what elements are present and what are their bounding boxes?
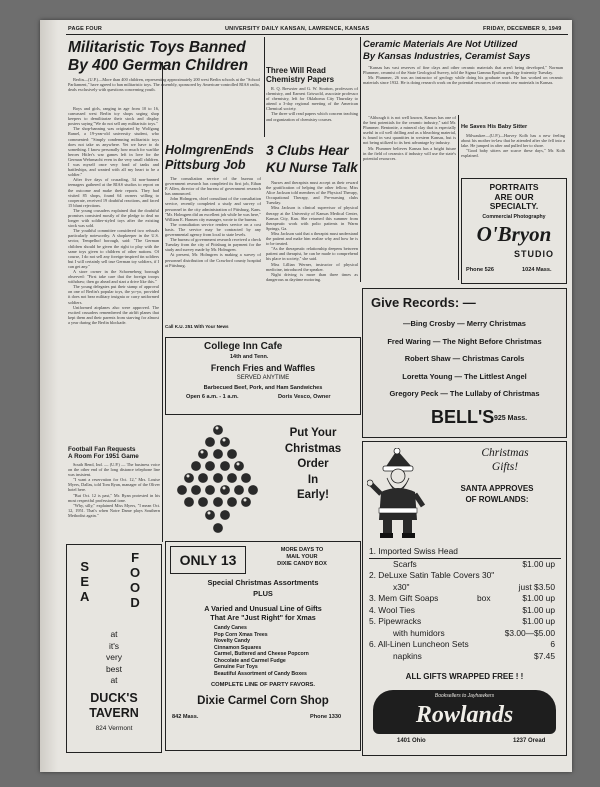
gift-row	[369, 582, 561, 594]
college-inn-line-1: French Fries and Waffles	[210, 363, 316, 373]
rowlands-heading-2: Gifts!	[491, 461, 519, 473]
candy-item: Pop Corn Xmas Trees	[214, 631, 268, 638]
football-paragraph: "I want a reservation for Oct. 12," Mrs. Louise Myers, Dallas, told Tom Ryan, manager of the Oliver hotel here.	[68, 477, 160, 493]
candy-item: Candy Canes	[214, 625, 247, 631]
folio-rule	[66, 34, 568, 35]
nurse-paragraph: Night driving is more than three times as dangerous as daytime motoring.	[266, 271, 358, 282]
gift-row	[369, 546, 561, 559]
issue-date: FRIDAY, DECEMBER 9, 1949	[483, 26, 562, 32]
food-letter: O	[130, 580, 141, 595]
mail-reminder-line: MORE DAYS TO	[280, 547, 324, 553]
chem-headline-2: Chemistry Papers	[266, 75, 335, 84]
ceramic-paragraph: "Kansas has vast reserves of fine clays and other ceramic materials that aren't being developed," Norman Plummer, ceramist of the State Geological Survey, told the Sigma Gamma Epsilon geology fraternity Tuesday.	[363, 65, 563, 76]
rowlands-name: Rowlands	[415, 702, 514, 728]
college-inn-line-2: SERVED ANYTIME	[236, 375, 290, 381]
ducks-tagline-word: very	[105, 652, 123, 662]
ducks-tagline	[67, 629, 161, 687]
sitter-body	[461, 133, 565, 175]
gift-price: $1.00 up	[522, 604, 555, 615]
variety-line	[166, 604, 360, 622]
toys-body	[68, 106, 159, 443]
college-inn-name: College Inn Cafe	[204, 341, 283, 352]
nurse-paragraph: Miss Jackson said that a therapist must understand the patient and make him realize why and how he is to be treated.	[266, 230, 358, 247]
dixie-corn-ad	[165, 541, 361, 751]
gift-label: x30"	[393, 581, 410, 592]
obryon-name: O'Bryon	[476, 222, 552, 246]
ceramic-body	[363, 115, 456, 280]
gifts-wrapped-free: ALL GIFTS WRAPPED FREE ! !	[405, 672, 524, 681]
food-letter: F	[131, 550, 140, 565]
gift-row	[369, 616, 561, 628]
ceramic-headline-2: By Kansas Industries, Ceramist Says	[363, 51, 531, 62]
candy-item: Cinnamon Squares	[214, 644, 262, 651]
candy-item: Beautiful Assortment of Candy Boxes	[214, 670, 307, 677]
bells-store-name: BELL'S	[431, 407, 495, 427]
record-item: Fred Waring — The Night Before Christmas	[387, 336, 542, 346]
record-item: Loretta Young — The Littlest Angel	[402, 371, 527, 381]
obryon-line-2: ARE OUR	[494, 191, 534, 202]
holmgren-paragraph: The consultation service of the bureau of government research has completed its first job, Ethan P. Allen, director of the bureau of government research has announced.	[165, 176, 261, 197]
ducks-tavern-ad	[66, 544, 162, 753]
ceramic-paragraph: Mr. Plummer, 26 was an instructor of geology while doing his graduate work. He has worked on ceramic materials since 1932. He is doing research work on the potential resources of ceramic raw materials in Kansas.	[363, 75, 563, 86]
sitter-headline: He Saves His Baby Sitter	[461, 124, 528, 130]
obryon-line-3: SPECIALTY.	[489, 201, 539, 211]
santa-approves-line-1: SANTA APPROVES	[460, 484, 534, 493]
mail-reminder-line: DIXIE CANDY BOX	[277, 561, 327, 568]
call-ku-note: Call K.U. 251 With Your News	[165, 324, 229, 329]
mail-reminder-line: MAIL YOUR	[286, 554, 318, 561]
gift-row	[369, 570, 561, 582]
column-rule	[458, 115, 459, 280]
ducks-address: 824 Vermont	[95, 725, 133, 732]
newspaper-name: UNIVERSITY DAILY KANSAN, LAWRENCE, KANSAS	[225, 26, 370, 32]
toys-paragraph: Uniformed airplanes also were approved. The excited crusaders remembered the airlift planes that kept them and their parents from starving for almost a year during the Berlin blockade.	[68, 304, 159, 325]
order-line-2: Christmas	[284, 442, 342, 455]
gift-row	[369, 605, 561, 617]
rowlands-banner: Booksellers to Jayhawkers	[434, 693, 495, 699]
gift-label: Scarfs	[393, 558, 417, 569]
rowlands-address-2: 1237 Oread	[513, 738, 546, 744]
holmgren-paragraph: At present, Mr. Holmgren is making a survey of personnel distribution of the Crawford county hospital at Pittsburg.	[165, 252, 261, 268]
sitter-paragraph: Milwaukee—(U.P.)—Harvey Kolb has a new feeling about his mother in-law that he attended after she fell into a lake. He jumped in after and pulled her to shore.	[461, 133, 565, 149]
order-line-1: Put Your	[289, 427, 337, 439]
ducks-food	[130, 550, 140, 610]
gift-price: $1.00 up	[522, 558, 555, 569]
gift-label: 6. All-Linen Luncheon Sets	[369, 639, 469, 649]
rowlands-heading	[449, 446, 561, 474]
candy-item: Carmel, Buttered and Cheese Popcorn	[214, 651, 309, 657]
candy-item: Chocolate and Carmel Fudge	[214, 657, 286, 664]
santa-approves-line-2: OF ROWLANDS:	[465, 494, 529, 504]
obryon-phone: Phone 526	[466, 267, 494, 273]
football-paragraph: South Bend, Ind. — (U.P.) — The business voice on the other end of the long distance telephone line was insistent.	[68, 462, 160, 478]
ducks-tagline-word: at	[110, 629, 118, 639]
nurse-paragraph: Miss Jackson is clinical supervisor of physical therapy at the University of Kansas Medical Center, Kansas City, Kan. She returned this summer from therapeutic work with polio patients in Warm Springs, Ga.	[266, 205, 358, 231]
order-line-3: Order	[297, 458, 329, 470]
newspaper-page	[40, 20, 572, 772]
gift-row	[369, 559, 561, 571]
obryon-address: 1024 Mass.	[522, 267, 552, 273]
gift-label: 2. DeLuxe Satin Table Covers 30"	[369, 570, 495, 580]
chem-headline	[266, 66, 358, 84]
nurse-paragraph: Miss Lillian Werner, instructor of physical medicine, introduced the speaker.	[266, 261, 358, 272]
ceramic-headline-1: Ceramic Materials Are Not Utilized	[363, 39, 518, 50]
college-inn-owner: Doris Vesco, Owner	[278, 394, 331, 400]
chem-body	[266, 86, 358, 140]
gift-label: 5. Pipewracks	[369, 616, 422, 626]
ducks-tagline-word: at	[110, 675, 118, 685]
christmas-order-text	[271, 426, 355, 504]
toys-paragraph: After five days of crusading, 34 non-banned teenagers gathered at the RIAS studios to report on the outcome and make their reports. They had visited 85 shops, found 64 owners willing to cooperate, received 19 doubtful reactions, and faced 15 blunt rejections.	[68, 177, 159, 208]
holmgren-headline-1: HolmgrenEnds	[165, 143, 254, 157]
candy-list	[214, 625, 358, 677]
sea-letter: A	[80, 589, 90, 604]
chem-paragraph: R. Q. Brewster and G. W. Stratton, professors of chemistry, and Earnest Griswold, associate professor of chemistry, left for Oklahoma City Thursday to attend a 3-day regional meeting of the American Chemical society.	[266, 86, 358, 112]
toys-headline-1: Militaristic Toys Banned	[68, 39, 246, 56]
toys-paragraph: Berlin—(U.P.)—More than 400 children, representing approximately 200 west Berlin schools at the "School Parliament," have agreed to ban militaristic toys. The assembly, sponsored by American-controlled RIAS radio, deals exclusively with questions concerning youth.	[68, 77, 260, 93]
santa-approves	[431, 484, 563, 505]
nurse-paragraph: Nurses and therapists must accept as their reward the gratification of helping the other fellow, Miss Alice Jackson told members of the Physical Therapy, Occupational Therapy, and Pre-nursing clubs Tuesday.	[266, 180, 358, 206]
rowlands-logo	[373, 690, 556, 734]
football-paragraph: "But Oct. 12 is past," Mr. Ryan protested in his most respectful professional tone.	[68, 492, 160, 503]
gift-label: napkins	[393, 650, 422, 661]
gift-label: 4. Wool Ties	[369, 604, 415, 615]
food-letter: O	[130, 565, 141, 580]
gift-label: 1. Imported Swiss Head	[369, 546, 458, 556]
nurse-headline-1: 3 Clubs Hear	[266, 143, 349, 158]
gift-count: 6	[550, 639, 555, 649]
ceramic-paragraph: Mr. Plummer believes Kansas has a bright future in the field of ceramics if industry will use the state's potential resources.	[363, 145, 456, 161]
obryon-studio: STUDIO	[514, 249, 555, 259]
column-rule	[360, 37, 361, 282]
obryon-ad	[461, 178, 567, 284]
college-inn-hours: Open 6 a.m. - 1 a.m.	[186, 394, 239, 400]
holmgren-paragraph: John Holmgren, chief consultant of the consultation service, recently completed a study and survey of personnel in the city administration of Pittsburg, Kans. "Mr. Holmgren did an excellent job while he was here," William E. Hansen city manager, wrote to the bureau.	[165, 196, 261, 222]
ceramic-lead	[363, 65, 563, 115]
gift-price: $1.00 up	[522, 593, 555, 603]
page-fold-shadow	[40, 20, 58, 772]
variety-line-1: A Varied and Unusual Line of Gifts	[204, 604, 322, 613]
holmgren-headline-2: Pittsburg Job	[165, 158, 246, 172]
holmgren-body	[165, 176, 261, 328]
toys-paragraph: A store owner in the Schoeneberg borough observed: "First take care that the foreign troops withdraw; then go ahead and start a drive like this."	[68, 269, 159, 285]
dixie-shop-name: Dixie Carmel Corn Shop	[197, 695, 329, 707]
college-inn-ad	[165, 337, 361, 415]
records-list	[363, 315, 566, 403]
candy-item: Genuine Fur Toys	[214, 664, 258, 670]
nurse-headline-2: KU Nurse Talk	[266, 160, 358, 175]
food-letter: D	[130, 595, 140, 610]
gift-row	[369, 651, 561, 663]
gift-price: $3.00—$5.00	[504, 627, 555, 638]
rowlands-address-1: 1401 Ohio	[397, 738, 426, 744]
nurse-paragraph: "As the therapeutic relationship deepens between patient and therapist, he can be made to comprehend his place in society," she said.	[266, 246, 358, 262]
gift-unit: box	[477, 593, 491, 603]
football-headline-1: Football Fan Requests	[68, 446, 136, 453]
holmgren-paragraph: The bureau of government research received a check Tuesday from the city of Pittsburg in payment for the study and survey made by Mr. Holmgren.	[165, 237, 261, 253]
nurse-body	[266, 180, 358, 335]
gift-price: $7.45	[534, 650, 555, 661]
gift-label: 3. Mem Gift Soaps	[369, 593, 439, 603]
gift-list	[369, 546, 561, 662]
gift-label: with humidors	[393, 627, 445, 638]
football-headline-2: A Room For 1951 Game	[68, 453, 139, 460]
toys-paragraph: The young delegates put their stamp of approval on one of Berlin's popular toys, the yo-yo, provided it does not bear military insignia or carry uniformed soldiers.	[68, 284, 159, 305]
candy-item: Novelty Candy	[214, 638, 251, 644]
toys-headline-2: By 400 German Children	[68, 57, 249, 74]
gift-price: $1.00 up	[522, 616, 555, 626]
chem-headline-1: Three Will Read	[266, 66, 326, 75]
obryon-headline	[462, 183, 566, 212]
page-number: PAGE FOUR	[68, 26, 103, 32]
toys-paragraph: Boys and girls, ranging in age from 10 to 16, canvassed west Berlin toy shops urging shop keepers to demilitarize their stock and display posters saying "We do not sell any militaristic toys."	[68, 106, 159, 127]
column-rule	[162, 62, 163, 542]
holmgren-paragraph: The consultation service renders service on a cost basis. The service may be contracted by any governmental agency from local to state levels.	[165, 221, 261, 238]
record-item: —Bing Crosby — Merry Christmas	[403, 319, 526, 328]
only-13-badge: ONLY 13	[170, 546, 246, 574]
rowlands-ad	[362, 441, 567, 756]
order-line-4: In	[307, 473, 319, 486]
christmas-order-ad	[165, 418, 359, 548]
bells-records-ad	[362, 288, 567, 438]
record-item: Robert Shaw — Christmas Carols	[404, 354, 525, 363]
football-paragraph: "Why, silly," explained Miss Myers, "I mean Oct. 12, 1951. That's when Notre Dame plays Southern Methodist again."	[68, 502, 160, 518]
ducks-name-2: TAVERN	[89, 706, 139, 720]
gumdrop-tree-icon	[173, 422, 263, 540]
record-item: Gregory Peck — The Lullaby of Christmas	[389, 389, 540, 398]
ducks-sea	[80, 559, 89, 604]
ducks-tagline-word: it's	[108, 640, 120, 651]
toys-paragraph: The shop-banning was originated by Wolfgang Ramel, a 19-year-old university student, who commented: "Simply condemning militaristic toys does not take us anywhere. Yet we have to do something. I know personally how much for warlike heroes Hitler's war games left in love for the German Wehrmacht even in the very small children. I was myself once very fond of tanks and battleships, and wanted with all my heart to be a soldier."	[68, 126, 159, 178]
dixie-address: 842 Mass.	[172, 714, 199, 720]
rowlands-heading-1: Christmas	[481, 447, 529, 459]
santa-icon	[367, 448, 427, 540]
football-body	[68, 462, 160, 542]
ducks-tagline-word: best	[105, 663, 123, 674]
variety-line-2: That Are "Just Right" for Xmas	[210, 613, 316, 622]
sitter-paragraph: "Good baby sitters are scarce these days," Mr. Kolb explained.	[461, 148, 565, 159]
toys-paragraph: The young crusaders explained that the doubtful promises consisted mostly of the pledge to deal no longer with soldier-styled toys after the existing stock was sold.	[68, 207, 159, 229]
party-favors: COMPLETE LINE OF PARTY FAVORS.	[210, 682, 316, 688]
mail-reminder	[248, 547, 356, 569]
gift-row	[369, 639, 561, 651]
gift-row	[369, 628, 561, 640]
ducks-name-1: DUCK'S	[90, 691, 138, 705]
gift-price: just $3.50	[518, 581, 555, 592]
college-inn-location: 14th and Tenn.	[230, 354, 269, 360]
obryon-commercial: Commercial Photography	[482, 214, 546, 220]
bells-address: 925 Mass.	[494, 415, 528, 422]
chem-paragraph: The three will read papers which concern teaching and organization of chemistry courses.	[266, 111, 358, 122]
sea-letter: E	[80, 574, 90, 589]
ducks-name	[67, 691, 161, 721]
toys-lead	[68, 77, 260, 105]
toys-paragraph: The youthful committee considered two refusals particularly noteworthy. A shopkeeper in the U.S. sector, Tempelhof borough, said: "The German children should be given the right to play with the same toys given to children of other nations. Of course, I do not sell any foreign-inspired tin soldiers but I will certainly sell true German toy soldiers, if I can get any."	[68, 228, 159, 269]
order-line-5: Early!	[297, 489, 329, 501]
special-assortments: Special Christmas Assortments	[207, 578, 319, 587]
dixie-phone: Phone 1330	[310, 714, 342, 720]
sea-letter: S	[80, 559, 90, 574]
gift-row	[369, 593, 561, 605]
ceramic-paragraph: "Although it is not well known, Kansas has one of the best potentials for the ceramic industry," said Mr. Plummer. Bentonite, a mineral clay that is especially useful in oil well drilling and as a bleaching material, is found in vast quantities in western Kansas, but is not being utilized to its best advantage by industry.	[363, 115, 456, 146]
plus-label: PLUS	[253, 589, 273, 598]
records-title: Give Records: —	[371, 295, 476, 310]
football-headline	[68, 446, 160, 460]
obryon-line-1: PORTRAITS	[489, 182, 539, 192]
college-inn-line-3: Barbecued Beef, Pork, and Ham Sandwiches	[203, 385, 323, 391]
